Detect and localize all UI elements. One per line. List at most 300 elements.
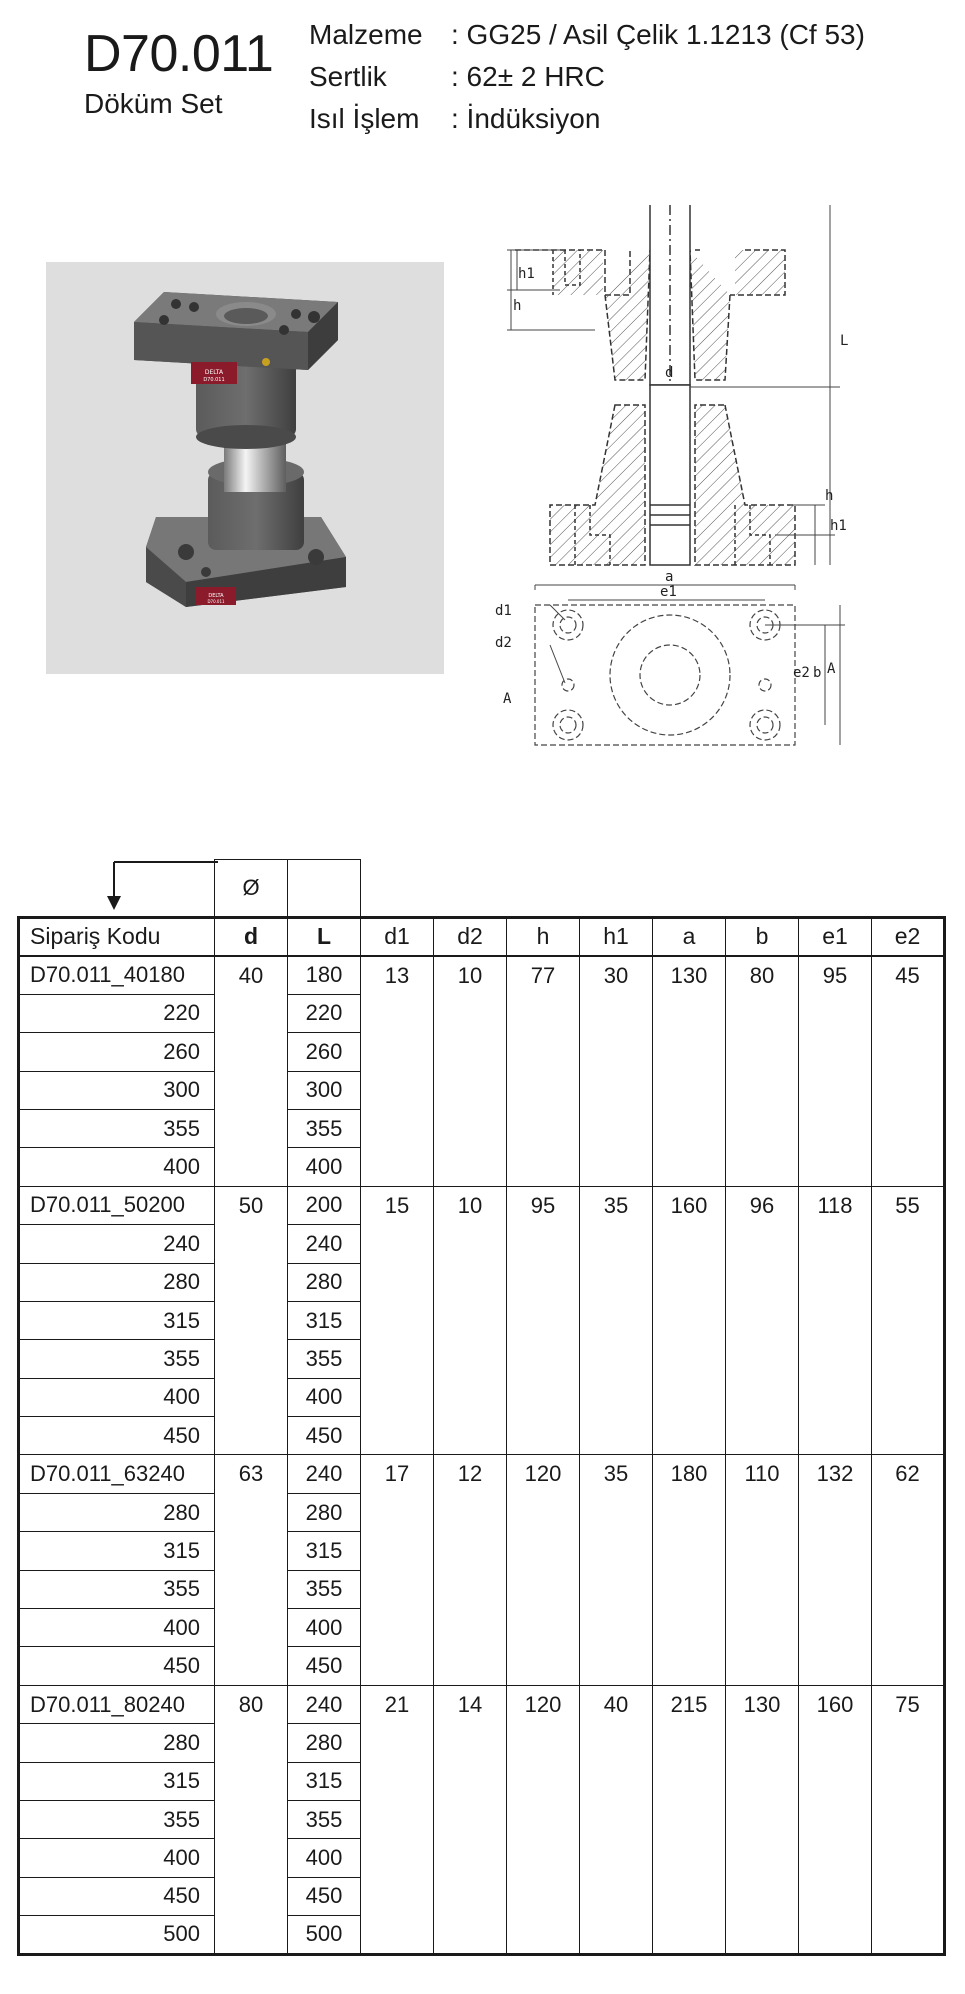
table-row [19,1033,945,1071]
cell-d2 [434,994,507,1032]
cell-h [507,1800,580,1838]
cell-a [653,1109,726,1147]
cell-h [507,1570,580,1608]
cell-d [215,1033,288,1071]
cell-a: 130 [653,956,726,994]
cell-d2 [434,1724,507,1762]
cell-d1 [361,1839,434,1877]
cell-h [507,1724,580,1762]
cell-h1 [580,1724,653,1762]
cell-b [726,994,799,1032]
col-header: Sipariş Kodu [19,918,215,956]
cell-b: 96 [726,1186,799,1224]
cell-d1 [361,1417,434,1455]
cell-e1: 160 [799,1685,872,1723]
label-h-bottom: h [825,488,834,504]
cell-e1 [799,1148,872,1186]
cell-d2 [434,1417,507,1455]
cell-e1 [799,1800,872,1838]
cell-L: 260 [288,1033,361,1071]
cell-L: 500 [288,1916,361,1954]
cell-b [726,1263,799,1301]
table-row [19,1609,945,1647]
diameter-header-row [19,860,945,918]
cell-e2 [872,1493,945,1531]
cell-L: 315 [288,1301,361,1339]
cell-e2 [872,1417,945,1455]
cell-e1 [799,1033,872,1071]
cell-h1 [580,1301,653,1339]
cell-h1 [580,1609,653,1647]
cell-a [653,1071,726,1109]
cell-h1 [580,1340,653,1378]
order-code: 280 [19,1724,215,1762]
cell-d1 [361,1033,434,1071]
cell-h [507,1071,580,1109]
cell-d1 [361,1263,434,1301]
cell-b [726,1225,799,1263]
cell-d2 [434,1148,507,1186]
cell-h1 [580,1916,653,1954]
cell-L: 280 [288,1263,361,1301]
cell-d2: 10 [434,1186,507,1224]
cell-b [726,1493,799,1531]
cell-h1 [580,1033,653,1071]
cell-L: 240 [288,1455,361,1493]
cell-d [215,1724,288,1762]
spec-heat-treatment [309,98,865,140]
order-code: 450 [19,1417,215,1455]
cell-e2: 45 [872,956,945,994]
cell-h [507,1225,580,1263]
cell-h1 [580,1570,653,1608]
cell-e1 [799,1378,872,1416]
table-row [19,1340,945,1378]
table-row [19,1301,945,1339]
spec-label: Malzeme [309,19,423,50]
cell-d2 [434,1225,507,1263]
table-row [19,1839,945,1877]
cell-d1 [361,1609,434,1647]
cell-e1 [799,1493,872,1531]
cell-d2 [434,1877,507,1915]
cell-d1 [361,1109,434,1147]
cell-a [653,1148,726,1186]
cell-L: 450 [288,1417,361,1455]
cell-a [653,1301,726,1339]
cell-a [653,1417,726,1455]
cell-L: 400 [288,1148,361,1186]
photo-part-label: D70.011 [203,377,225,383]
cell-d [215,1570,288,1608]
cell-d1: 21 [361,1685,434,1723]
cell-a: 160 [653,1186,726,1224]
order-code: 355 [19,1109,215,1147]
cell-L: 300 [288,1071,361,1109]
cell-h [507,1916,580,1954]
cell-e2 [872,1609,945,1647]
order-code: D70.011_63240 [19,1455,215,1493]
cell-e2 [872,1570,945,1608]
cell-h1 [580,1225,653,1263]
cell-h [507,1877,580,1915]
cell-h1 [580,1417,653,1455]
label-a: a [665,569,674,585]
cell-d: 80 [215,1685,288,1723]
cell-h [507,994,580,1032]
cell-L: 355 [288,1570,361,1608]
cell-d2 [434,1762,507,1800]
cell-L: 400 [288,1839,361,1877]
label-d1: d1 [495,603,512,619]
cell-e1 [799,1570,872,1608]
cell-h [507,1378,580,1416]
product-code: D70.011 [84,25,274,83]
cell-b: 110 [726,1455,799,1493]
cell-d2 [434,1839,507,1877]
cell-a [653,1916,726,1954]
cell-b [726,1340,799,1378]
order-code: D70.011_40180 [19,956,215,994]
cell-d2 [434,1916,507,1954]
cell-e1 [799,1263,872,1301]
cell-a [653,1570,726,1608]
cell-b: 130 [726,1685,799,1723]
cell-e1 [799,1532,872,1570]
table-row [19,1647,945,1685]
col-header: h1 [580,918,653,956]
cell-h1 [580,1647,653,1685]
label-A-left: A [503,691,512,707]
label-d2: d2 [495,635,512,651]
order-code: 500 [19,1916,215,1954]
cell-a [653,1225,726,1263]
cell-b [726,1532,799,1570]
cell-h [507,1417,580,1455]
order-code: 450 [19,1877,215,1915]
cell-e2 [872,1263,945,1301]
label-h1: h1 [518,266,535,282]
cell-e1 [799,1647,872,1685]
cell-h [507,1762,580,1800]
col-header: d [215,918,288,956]
cell-b [726,1071,799,1109]
table-row [19,1532,945,1570]
cell-h1 [580,1877,653,1915]
cell-b [726,1109,799,1147]
photo-brand-label-base: DELTA [208,593,224,599]
cell-b [726,1570,799,1608]
cell-d: 50 [215,1186,288,1224]
cell-d1 [361,1762,434,1800]
cell-e2 [872,1800,945,1838]
cell-d1 [361,1724,434,1762]
cell-d [215,1877,288,1915]
cell-h [507,1647,580,1685]
cell-d2 [434,1340,507,1378]
cell-h: 120 [507,1455,580,1493]
cell-h1: 40 [580,1685,653,1723]
cell-d1 [361,1647,434,1685]
spec-list [309,14,865,140]
col-header: e2 [872,918,945,956]
cell-e2 [872,1877,945,1915]
cell-h1 [580,1762,653,1800]
photo-part-label-base: D70.011 [207,599,225,604]
cell-d2: 14 [434,1685,507,1723]
order-code: 400 [19,1839,215,1877]
cell-d [215,1800,288,1838]
cell-L: 200 [288,1186,361,1224]
cell-L: 280 [288,1724,361,1762]
cell-h [507,1839,580,1877]
cell-b [726,1033,799,1071]
cell-L: 355 [288,1340,361,1378]
cell-L: 220 [288,994,361,1032]
cell-d2 [434,1647,507,1685]
cell-d: 63 [215,1455,288,1493]
cell-e1 [799,1340,872,1378]
label-A-right: A [827,661,836,677]
cell-e1 [799,1916,872,1954]
label-e1: e1 [660,584,677,600]
cell-d2: 12 [434,1455,507,1493]
cell-d [215,1493,288,1531]
cell-d2 [434,1532,507,1570]
cell-e1 [799,1877,872,1915]
cell-b [726,1378,799,1416]
table-body [19,956,945,1954]
cell-d [215,1301,288,1339]
table-row [19,1148,945,1186]
cell-d1 [361,1071,434,1109]
cell-d [215,1378,288,1416]
table-row [19,1109,945,1147]
cell-L: 240 [288,1685,361,1723]
order-code: 315 [19,1762,215,1800]
spec-label: Sertlik [309,61,387,92]
cell-d2 [434,1378,507,1416]
cell-a [653,1877,726,1915]
cell-h1 [580,1148,653,1186]
table-row [19,1186,945,1224]
cell-b: 80 [726,956,799,994]
table-row [19,1762,945,1800]
cell-b [726,1647,799,1685]
cell-L: 180 [288,956,361,994]
cell-e2 [872,994,945,1032]
cell-h [507,1301,580,1339]
cell-e1 [799,1071,872,1109]
cell-h1: 30 [580,956,653,994]
cell-a [653,1762,726,1800]
cell-b [726,1800,799,1838]
cell-d [215,1647,288,1685]
cell-e1 [799,1762,872,1800]
cell-e2: 75 [872,1685,945,1723]
cell-d1 [361,994,434,1032]
cell-e2 [872,1225,945,1263]
cell-b [726,1301,799,1339]
table-row [19,956,945,994]
order-code: 400 [19,1609,215,1647]
table-row [19,1570,945,1608]
cell-d1: 15 [361,1186,434,1224]
table-row [19,1724,945,1762]
cell-e1 [799,994,872,1032]
table-header-row [19,918,945,956]
table-row [19,1877,945,1915]
cell-e2 [872,1916,945,1954]
cell-h: 95 [507,1186,580,1224]
cell-d [215,1148,288,1186]
cell-d1 [361,1148,434,1186]
cell-h1 [580,1071,653,1109]
cell-h [507,1532,580,1570]
cell-e1 [799,1839,872,1877]
col-header: a [653,918,726,956]
cell-L: 450 [288,1647,361,1685]
cell-e1 [799,1609,872,1647]
cell-L: 280 [288,1493,361,1531]
cell-d [215,1417,288,1455]
cell-d [215,1109,288,1147]
cell-d2: 10 [434,956,507,994]
cell-L: 315 [288,1762,361,1800]
cell-e1 [799,1301,872,1339]
cell-h [507,1263,580,1301]
cell-L: 400 [288,1609,361,1647]
cell-h1 [580,1532,653,1570]
cell-e2 [872,1109,945,1147]
cell-d: 40 [215,956,288,994]
cell-a [653,1263,726,1301]
cell-d2 [434,1263,507,1301]
cell-b [726,1839,799,1877]
product-subtitle: Döküm Set [84,88,223,119]
cell-d1: 13 [361,956,434,994]
table-row [19,1916,945,1954]
cell-a [653,1532,726,1570]
cell-b [726,1916,799,1954]
cell-d [215,1609,288,1647]
cell-h: 120 [507,1685,580,1723]
label-d: d [665,365,674,381]
cell-d1 [361,1877,434,1915]
cell-b [726,1609,799,1647]
label-h: h [513,298,522,314]
cell-e1: 118 [799,1186,872,1224]
cell-d1 [361,1800,434,1838]
order-code: 300 [19,1071,215,1109]
spec-value: : İndüksiyon [451,103,601,134]
cell-h [507,1148,580,1186]
cell-h [507,1033,580,1071]
col-header: h [507,918,580,956]
col-header: d1 [361,918,434,956]
spec-material [309,14,865,56]
cell-b [726,1417,799,1455]
cell-d [215,1762,288,1800]
cell-h1 [580,1109,653,1147]
table-row [19,1378,945,1416]
table-row [19,1493,945,1531]
cell-L: 355 [288,1109,361,1147]
order-code: 280 [19,1263,215,1301]
cell-e1 [799,1417,872,1455]
photo-brand-label: DELTA [204,369,224,376]
cell-d1: 17 [361,1455,434,1493]
cell-a [653,1724,726,1762]
cell-e1: 132 [799,1455,872,1493]
cell-d [215,1340,288,1378]
table-row [19,1263,945,1301]
spec-value: : 62± 2 HRC [451,61,605,92]
order-code: 280 [19,1493,215,1531]
cell-L: 315 [288,1532,361,1570]
order-code: 400 [19,1148,215,1186]
cell-e1 [799,1724,872,1762]
cell-e2: 55 [872,1186,945,1224]
order-code: 450 [19,1647,215,1685]
cell-e2 [872,1839,945,1877]
cell-e2 [872,1301,945,1339]
cell-a: 215 [653,1685,726,1723]
cell-L: 240 [288,1225,361,1263]
order-code: 260 [19,1033,215,1071]
cell-h [507,1109,580,1147]
technical-drawing [495,205,915,845]
cell-d2 [434,1570,507,1608]
col-header: e1 [799,918,872,956]
cell-d1 [361,1532,434,1570]
cell-d2 [434,1609,507,1647]
cell-d2 [434,1033,507,1071]
cell-e1 [799,1225,872,1263]
cell-h1 [580,1493,653,1531]
col-header: d2 [434,918,507,956]
cell-d1 [361,1340,434,1378]
cell-e2 [872,1148,945,1186]
table-row [19,1225,945,1263]
order-code: D70.011_80240 [19,1685,215,1723]
cell-d [215,1263,288,1301]
spec-value: : GG25 / Asil Çelik 1.1213 (Cf 53) [451,19,865,50]
cell-a [653,1839,726,1877]
table-row [19,1800,945,1838]
cell-h: 77 [507,956,580,994]
cell-d [215,1532,288,1570]
cell-d [215,1225,288,1263]
cell-d1 [361,1570,434,1608]
cell-d [215,1839,288,1877]
cell-e1 [799,1109,872,1147]
cell-d [215,994,288,1032]
product-photo [46,262,444,674]
cell-e2 [872,1071,945,1109]
col-header: b [726,918,799,956]
cell-d1 [361,1225,434,1263]
cell-d [215,1071,288,1109]
cell-e2 [872,1340,945,1378]
cell-d1 [361,1916,434,1954]
order-code: 355 [19,1340,215,1378]
col-header: L [288,918,361,956]
cell-h1 [580,1378,653,1416]
cell-e2: 62 [872,1455,945,1493]
cell-h [507,1609,580,1647]
cell-b [726,1762,799,1800]
